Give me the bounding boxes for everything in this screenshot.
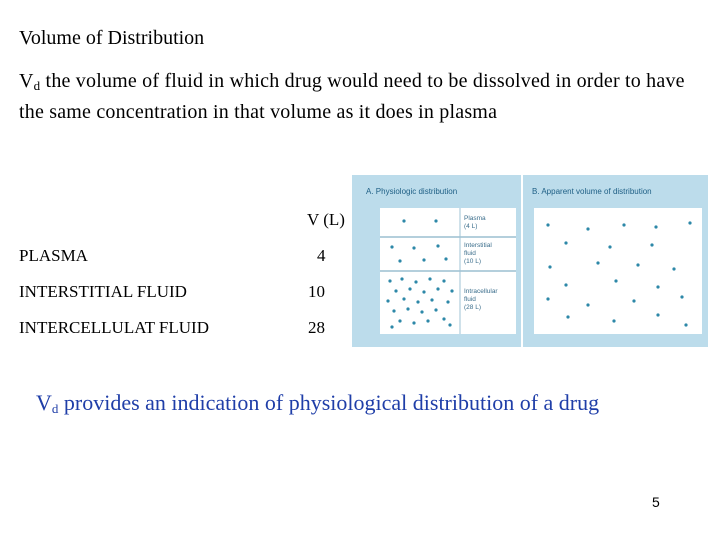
drug-molecule-dot <box>546 223 549 226</box>
row-label-plasma: PLASMA <box>19 246 88 265</box>
drug-molecule-dot <box>636 263 639 266</box>
drug-molecule-dot <box>390 325 393 328</box>
plasma-label-line2: (4 L) <box>464 223 478 230</box>
row-value-intracellular: 28 <box>308 318 325 337</box>
drug-molecule-dot <box>402 219 405 222</box>
drug-molecule-dot <box>414 280 417 283</box>
drug-molecule-dot <box>654 225 657 228</box>
interstitial-label-line2: fluid <box>464 250 476 257</box>
intracellular-label-line3: (28 L) <box>464 304 481 311</box>
drug-molecule-dot <box>398 259 401 262</box>
intracellular-label-line2: fluid <box>464 296 476 303</box>
drug-molecule-dot <box>386 299 389 302</box>
drug-molecule-dot <box>448 323 451 326</box>
volume-column-header: V (L) <box>307 210 345 229</box>
drug-molecule-dot <box>422 290 425 293</box>
distribution-figure-drawing <box>352 175 708 347</box>
drug-molecule-dot <box>394 289 397 292</box>
drug-molecule-dot <box>656 313 659 316</box>
drug-molecule-dot <box>442 279 445 282</box>
drug-molecule-dot <box>442 317 445 320</box>
panel-a-title: A. Physiologic distribution <box>366 187 458 196</box>
drug-molecule-dot <box>586 227 589 230</box>
drug-molecule-dot <box>392 309 395 312</box>
distribution-figure <box>352 175 708 347</box>
row-label-interstitial: INTERSTITIAL FLUID <box>19 282 187 301</box>
row-label-intracellular: INTERCELLULAT FLUID <box>19 318 209 337</box>
drug-molecule-dot <box>586 303 589 306</box>
panel-b-box <box>534 208 702 334</box>
drug-molecule-dot <box>446 300 449 303</box>
drug-molecule-dot <box>622 223 625 226</box>
interstitial-label-line1: Interstitial <box>464 242 492 249</box>
note-vd-subscript: d <box>51 401 59 416</box>
drug-molecule-dot <box>422 258 425 261</box>
vd-subscript: d <box>33 78 41 93</box>
definition-body: the volume of fluid in which drug would need to be dissolved in order to have the same concentration in that volume as it does in plasma <box>19 70 685 123</box>
drug-molecule-dot <box>398 319 401 322</box>
drug-molecule-dot <box>632 299 635 302</box>
drug-molecule-dot <box>564 283 567 286</box>
plasma-label-line1: Plasma <box>464 215 486 222</box>
row-value-interstitial: 10 <box>308 282 325 301</box>
drug-molecule-dot <box>596 261 599 264</box>
drug-molecule-dot <box>416 300 419 303</box>
drug-molecule-dot <box>430 298 433 301</box>
drug-molecule-dot <box>688 221 691 224</box>
drug-molecule-dot <box>650 243 653 246</box>
drug-molecule-dot <box>566 315 569 318</box>
drug-molecule-dot <box>412 321 415 324</box>
note-body: provides an indication of physiological distribution of a drug <box>58 390 600 415</box>
drug-molecule-dot <box>684 323 687 326</box>
panel-divider <box>521 175 523 347</box>
drug-molecule-dot <box>434 219 437 222</box>
drug-molecule-dot <box>444 257 447 260</box>
interstitial-label-line3: (10 L) <box>464 258 481 265</box>
drug-molecule-dot <box>436 244 439 247</box>
definition-text <box>19 68 699 126</box>
drug-molecule-dot <box>390 245 393 248</box>
page-number: 5 <box>652 494 660 510</box>
note-vd-symbol: V <box>36 390 52 415</box>
drug-molecule-dot <box>402 297 405 300</box>
vd-symbol: V <box>19 70 34 92</box>
drug-molecule-dot <box>608 245 611 248</box>
panel-b-title: B. Apparent volume of distribution <box>532 187 652 196</box>
row-value-plasma: 4 <box>317 246 326 265</box>
drug-molecule-dot <box>412 246 415 249</box>
intracellular-label-line1: Intracellular <box>464 288 498 295</box>
drug-molecule-dot <box>450 289 453 292</box>
drug-molecule-dot <box>406 307 409 310</box>
drug-molecule-dot <box>434 308 437 311</box>
drug-molecule-dot <box>408 287 411 290</box>
drug-molecule-dot <box>656 285 659 288</box>
drug-molecule-dot <box>680 295 683 298</box>
drug-molecule-dot <box>436 287 439 290</box>
slide-title: Volume of Distribution <box>19 27 205 49</box>
drug-molecule-dot <box>672 267 675 270</box>
drug-molecule-dot <box>420 310 423 313</box>
drug-molecule-dot <box>564 241 567 244</box>
drug-molecule-dot <box>426 319 429 322</box>
drug-molecule-dot <box>428 277 431 280</box>
drug-molecule-dot <box>548 265 551 268</box>
drug-molecule-dot <box>614 279 617 282</box>
drug-molecule-dot <box>546 297 549 300</box>
drug-molecule-dot <box>388 279 391 282</box>
vd-note <box>36 390 599 417</box>
drug-molecule-dot <box>612 319 615 322</box>
drug-molecule-dot <box>400 277 403 280</box>
